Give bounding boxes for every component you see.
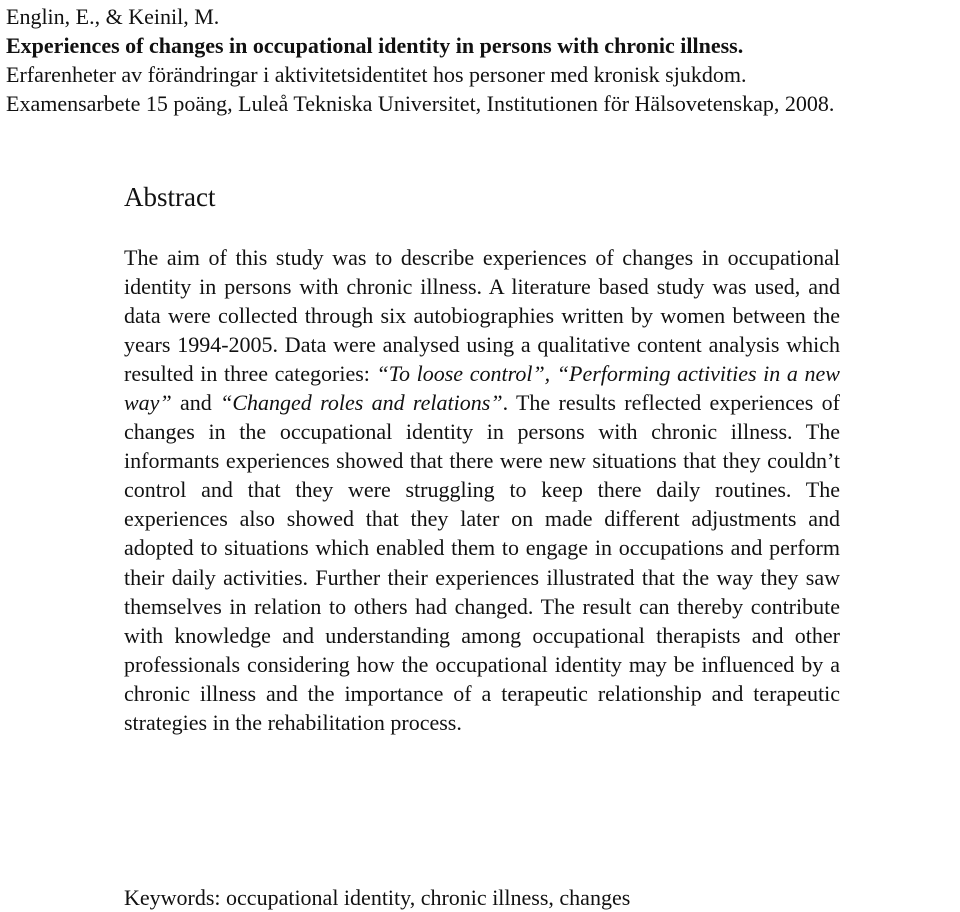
swedish-title: Erfarenheter av förändringar i aktivitetsidentitet hos personer med kronisk sjukdom. (6, 62, 747, 87)
abstract-text-part-2: . The results reflected experiences of changes in the occupational identity in persons with chronic illness. The informants experiences showed that there were new situations that they couldn’t control and that they were struggling to keep there daily routines. The experiences also showed that they later on made different adjustments and adopted to situations which enabled them to engage in occupations and perform their daily activities. Further their experiences illustrated that the way they saw themselves in relation to others had changed. The result can thereby contribute with knowledge and understanding among occupational therapists and other professionals considering how the occupational identity may be influenced by a chronic illness and the importance of a terapeutic relationship and terapeutic strategies in the rehabilitation process. (124, 390, 840, 735)
and-word: and (171, 390, 221, 416)
english-title: Experiences of changes in occupational identity in persons with chronic illness. (6, 33, 744, 58)
authors-line: Englin, E., & Keinil, M. (6, 4, 220, 29)
category-2-text: “Changed roles and relations” (220, 390, 503, 416)
abstract-text-part-1: The aim of this study was to describe experiences of changes in occupational identity in persons with chronic illness. A literature based study was used, and data were collected through six autobiographies written by women between the years 1994-2005. Data were analysed using a qualitative content analysis which resulted in three categories: (124, 245, 840, 387)
abstract-heading: Abstract (124, 182, 216, 212)
abstract-paragraph (124, 243, 840, 737)
category-1-text: “To loose control”, “Performing activities in a new way” (124, 361, 840, 416)
keywords-line: Keywords: occupational identity, chronic illness, changes (124, 885, 631, 910)
thesis-info-line: Examensarbete 15 poäng, Luleå Tekniska Universitet, Institutionen för Hälsovetenskap, 2008. (6, 91, 835, 116)
document-header (6, 2, 956, 118)
